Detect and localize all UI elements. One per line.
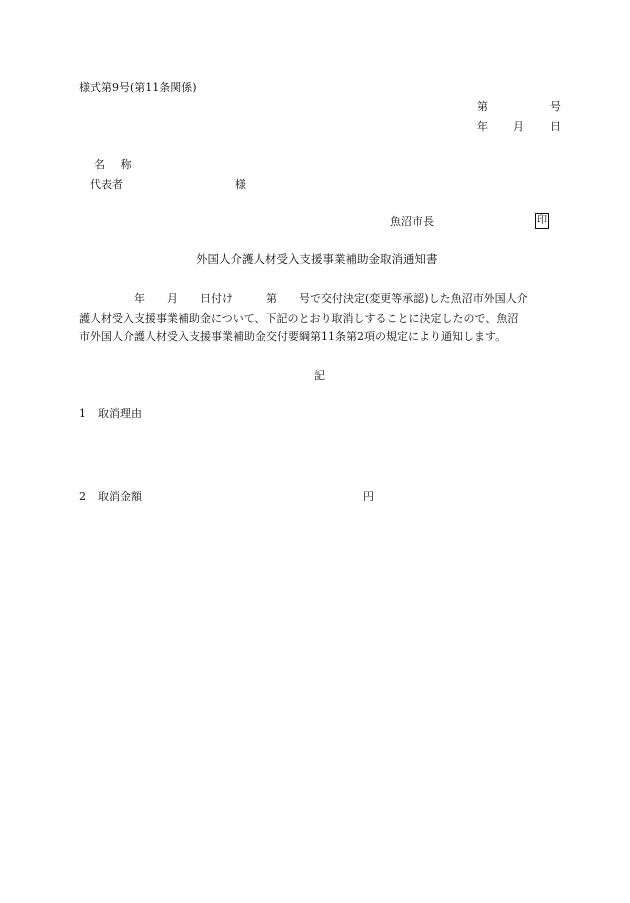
seal-mark: 印	[535, 213, 549, 229]
recipient-name-label: 名 称	[94, 158, 138, 171]
ki-heading: 記	[314, 369, 325, 382]
body-text-line: 市外国人介護人材受入支援事業補助金交付要綱第11条第2項の規定により通知します。	[79, 330, 507, 343]
date-month-label: 月	[513, 120, 524, 133]
item-number: 1	[79, 407, 86, 420]
document-title: 外国人介護人材受入支援事業補助金取消通知書	[196, 252, 438, 266]
date-day-label: 日	[550, 120, 561, 133]
amount-unit-yen: 円	[363, 490, 374, 503]
sender-name: 魚沼市長	[390, 215, 434, 228]
date-year-label: 年	[477, 120, 488, 133]
document-number-prefix: 第	[477, 100, 488, 113]
recipient-representative-label: 代表者	[90, 178, 123, 191]
form-number: 様式第9号(第11条関係)	[79, 81, 197, 94]
item-label-cancel-amount: 取消金額	[98, 490, 142, 503]
body-text-line: 護人材受入支援事業補助金について、下記のとおり取消しすることに決定したので、魚沼	[79, 312, 519, 325]
document-number-suffix: 号	[550, 100, 561, 113]
item-label-cancel-reason: 取消理由	[98, 407, 142, 420]
item-number: 2	[79, 490, 86, 503]
body-text-line: 年 月 日付け 第 号で交付決定(変更等承認)した魚沼市外国人介	[79, 292, 528, 305]
recipient-honorific: 様	[235, 178, 246, 191]
